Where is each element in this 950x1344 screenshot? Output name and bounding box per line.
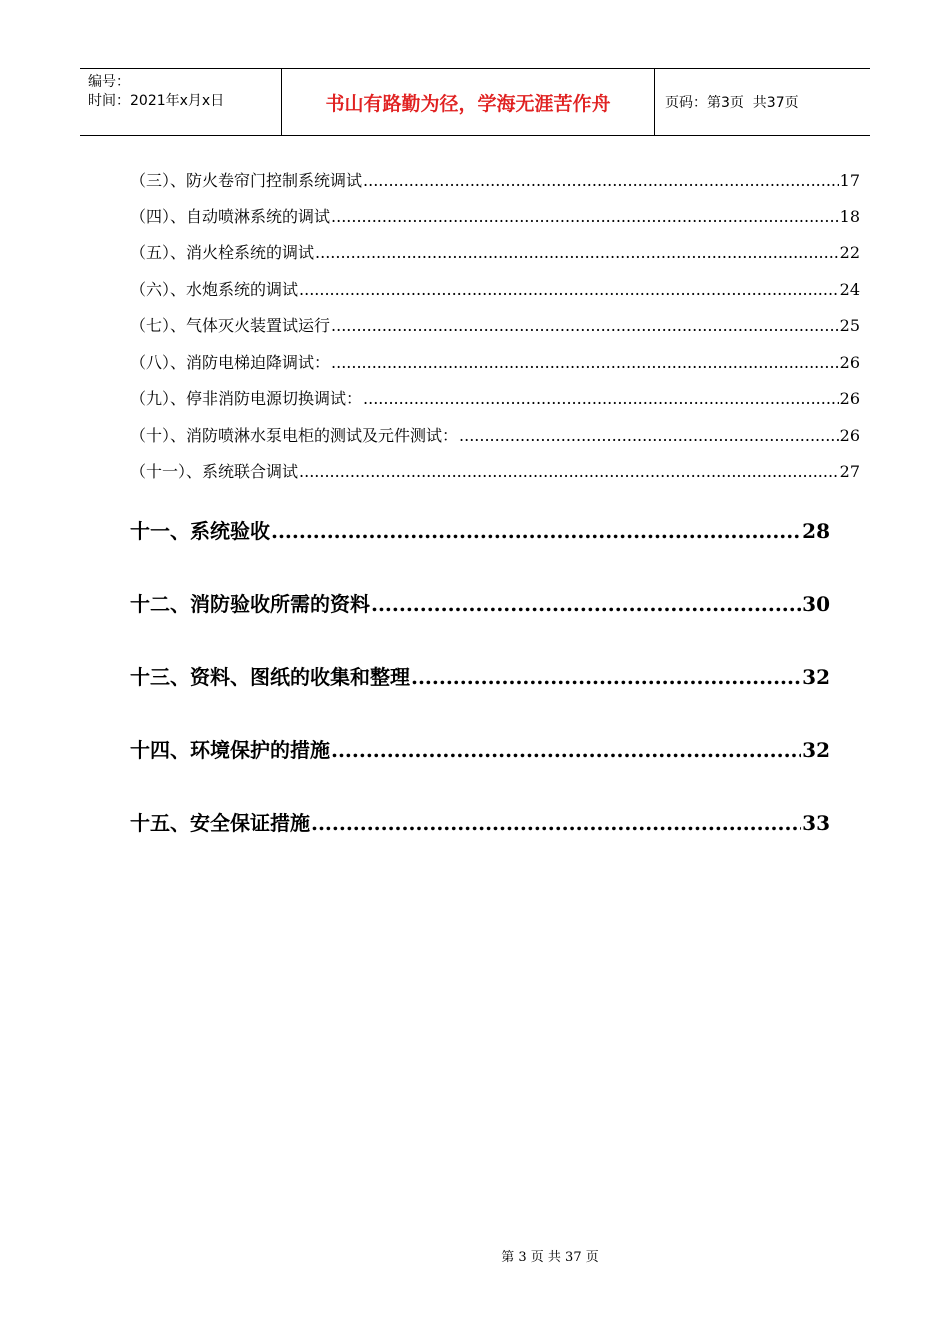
toc-chapter-entry[interactable] [130,517,830,545]
toc-entry-title: （十）、消防喷淋水泵电柜的测试及元件测试： [130,426,459,445]
toc-entry-title: （九）、停非消防电源切换调试： [130,389,363,408]
toc-entry[interactable] [130,425,860,447]
toc-entry[interactable] [130,279,860,301]
toc-leader-dots [315,242,839,264]
header-page-info: 页码：第3页 共37页 [665,95,799,111]
toc-entry-title: （七）、气体灭火装置试运行 [130,316,331,335]
serial-label: 编号： [88,74,130,90]
toc-chapter-title: 十五、安全保证措施 [130,811,310,835]
toc-entry-title: （八）、消防电梯迫降调试： [130,353,331,372]
toc-chapter-page: 28 [802,519,830,543]
toc-entry-page: 27 [839,462,860,481]
toc-leader-dots [299,279,839,301]
toc-leader-dots [411,663,801,691]
page-header [80,68,870,136]
toc-chapter-title: 十四、环境保护的措施 [130,738,330,762]
toc-entry-title: （六）、水炮系统的调试 [130,280,299,299]
toc-chapter-entry[interactable] [130,809,830,837]
header-motto: 书山有路勤为径，学海无涯苦作舟 [282,69,655,135]
toc-chapter-page: 32 [802,738,830,762]
toc-leader-dots [311,809,801,837]
time-label: 时间：2021年x月x日 [88,93,225,109]
toc-entry[interactable] [130,352,860,374]
toc-entry-title: （三）、防火卷帘门控制系统调试 [130,171,363,190]
toc-entry-title: （十一）、系统联合调试 [130,462,299,481]
toc-leader-dots [371,590,801,618]
toc-leader-dots [331,315,839,337]
toc-entry[interactable] [130,242,860,264]
toc-chapter-title: 十一、系统验收 [130,519,270,543]
toc-entry-page: 26 [839,426,860,445]
toc-entry[interactable] [130,315,860,337]
toc-chapter-page: 32 [802,665,830,689]
toc-leader-dots [299,461,839,483]
toc-entry[interactable] [130,170,860,192]
toc-chapter-entry[interactable] [130,590,830,618]
toc-entry-page: 26 [839,389,860,408]
toc-leader-dots [271,517,801,545]
toc-entry-title: （五）、消火栓系统的调试 [130,243,315,262]
toc-entry-title: （四）、自动喷淋系统的调试 [130,207,331,226]
toc-leader-dots [331,352,839,374]
toc-chapter-page: 30 [802,592,830,616]
toc-leader-dots [363,388,839,410]
toc-leader-dots [363,170,839,192]
toc-entry[interactable] [130,388,860,410]
header-page-info-cell [655,69,870,135]
toc-entry-page: 17 [839,171,860,190]
toc-entry-page: 24 [839,280,860,299]
toc-chapter-entry[interactable] [130,663,830,691]
toc-leader-dots [331,206,839,228]
toc-entry-page: 25 [839,316,860,335]
toc-entry[interactable] [130,206,860,228]
header-left-cell [80,69,282,135]
toc-entry-page: 26 [839,353,860,372]
toc-leader-dots [331,736,801,764]
toc-chapter-title: 十二、消防验收所需的资料 [130,592,370,616]
toc-entry-page: 18 [839,207,860,226]
page-footer: 第 3 页 共 37 页 [501,1250,599,1265]
toc-entry[interactable] [130,461,860,483]
toc-entry-page: 22 [839,243,860,262]
toc-leader-dots [459,425,839,447]
toc-chapter-page: 33 [802,811,830,835]
toc-chapter-entry[interactable] [130,736,830,764]
toc-chapter-title: 十三、资料、图纸的收集和整理 [130,665,410,689]
